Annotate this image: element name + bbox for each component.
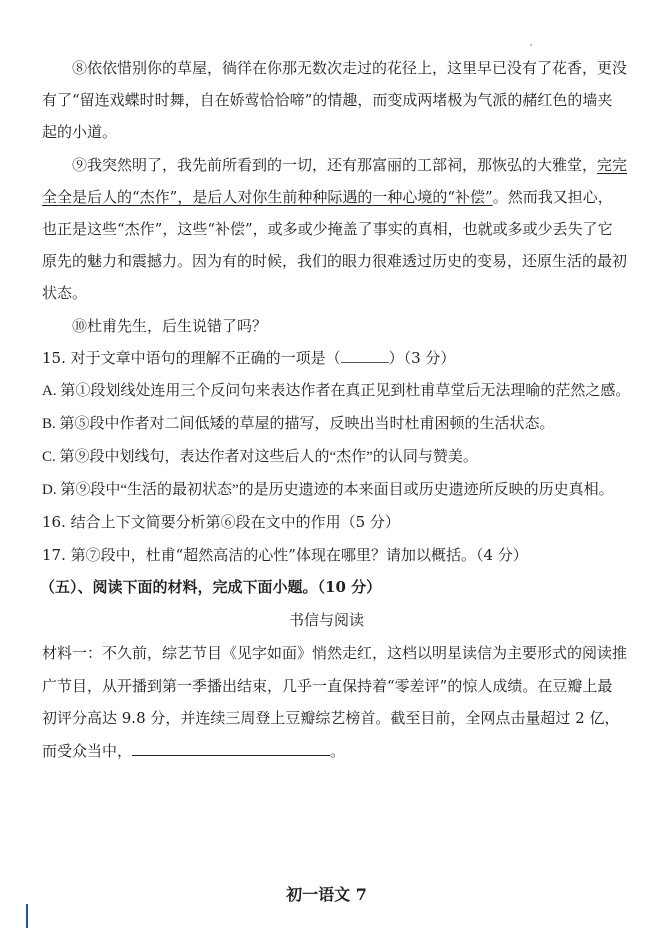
question-15-points: ）（3 分） xyxy=(388,349,456,367)
question-15-stem xyxy=(42,347,455,369)
section-5-heading: （五）、阅读下面的材料，完成下面小题。（10 分） xyxy=(40,578,382,596)
question-15-text: 15. 对于文章中语句的理解不正确的一项是（ xyxy=(42,349,341,367)
question-17: 17. 第⑦段中，杜甫“超然高洁的心性”体现在哪里？请加以概括。（4 分） xyxy=(42,546,528,564)
text-cursor xyxy=(26,904,28,928)
paragraph-9-text: ⑨我突然明了，我先前所看到的一切，还有那富丽的工部祠，那恢弘的大雅堂， xyxy=(72,156,598,174)
page-footer: 初一语文 7 xyxy=(286,885,367,904)
paragraph-9-line-3: 也正是这些“杰作”，这些“补偿”，或多或少掩盖了事实的真相，也就或多或少丢失了它 xyxy=(42,220,613,238)
answer-blank[interactable] xyxy=(341,348,389,363)
speck xyxy=(530,44,532,46)
option-d: D. 第⑨段中“生活的最初状态”的是历史遗迹的本来面目或历史遗迹所反映的历史真相。 xyxy=(42,482,614,498)
paragraph-8-line-3: 起的小道。 xyxy=(42,123,118,141)
underlined-sentence: 完完 xyxy=(597,156,628,174)
passage-title: 书信与阅读 xyxy=(288,611,364,629)
material-1-text: 而受众当中， xyxy=(42,742,133,760)
paragraph-9-text: 。然而我又担心， xyxy=(492,188,613,206)
paragraph-9-line-4: 原先的魅力和震撼力。因为有的时候，我们的眼力很难透过历史的变易，还原生活的最初 xyxy=(42,252,628,270)
option-b: B. 第⑤段中作者对二间低矮的草屋的描写，反映出当时杜甫困顿的生活状态。 xyxy=(42,416,555,432)
option-c: C. 第⑨段中划线句，表达作者对这些后人的“杰作”的认同与赞美。 xyxy=(42,449,478,465)
material-1-line-2: 广节目，从开播到第一季播出结束，几乎一直保持着“零差评”的惊人成绩。在豆瓣上最 xyxy=(42,677,613,695)
question-16: 16. 结合上下文简要分析第⑥段在文中的作用（5 分） xyxy=(42,513,400,531)
material-1-period: 。 xyxy=(330,742,346,760)
material-1-line-3: 初评分高达 9.8 分，并连续三周登上豆瓣综艺榜首。截至目前，全网点击量超过 2 亿， xyxy=(42,709,620,727)
underlined-sentence: 全全是后人的“杰作”，是后人对你生前种种际遇的一种心境的“补偿” xyxy=(42,188,493,206)
fill-in-blank[interactable] xyxy=(132,741,330,756)
paragraph-8-line-1: ⑧依依惜别你的草屋，徜徉在你那无数次走过的花径上，这里早已没有了花香，更没 xyxy=(72,59,628,77)
option-a: A. 第①段划线处连用三个反问句来表达作者在真正见到杜甫草堂后无法理喻的茫然之感。 xyxy=(42,383,631,399)
material-1-line-1: 材料一：不久前，综艺节目《见字如面》悄然走红，这档以明星读信为主要形式的阅读推 xyxy=(42,644,628,662)
paragraph-9-line-2 xyxy=(42,186,613,208)
paragraph-9-line-1 xyxy=(72,154,627,176)
paragraph-8-line-2: 有了“留连戏蝶时时舞，自在娇莺恰恰啼”的情趣，而变成两堵极为气派的赭红色的墙夹 xyxy=(42,91,613,109)
material-1-line-4 xyxy=(42,740,345,762)
paragraph-9-line-5: 状态。 xyxy=(42,284,88,302)
paragraph-10: ⑩杜甫先生，后生说错了吗？ xyxy=(72,317,268,335)
